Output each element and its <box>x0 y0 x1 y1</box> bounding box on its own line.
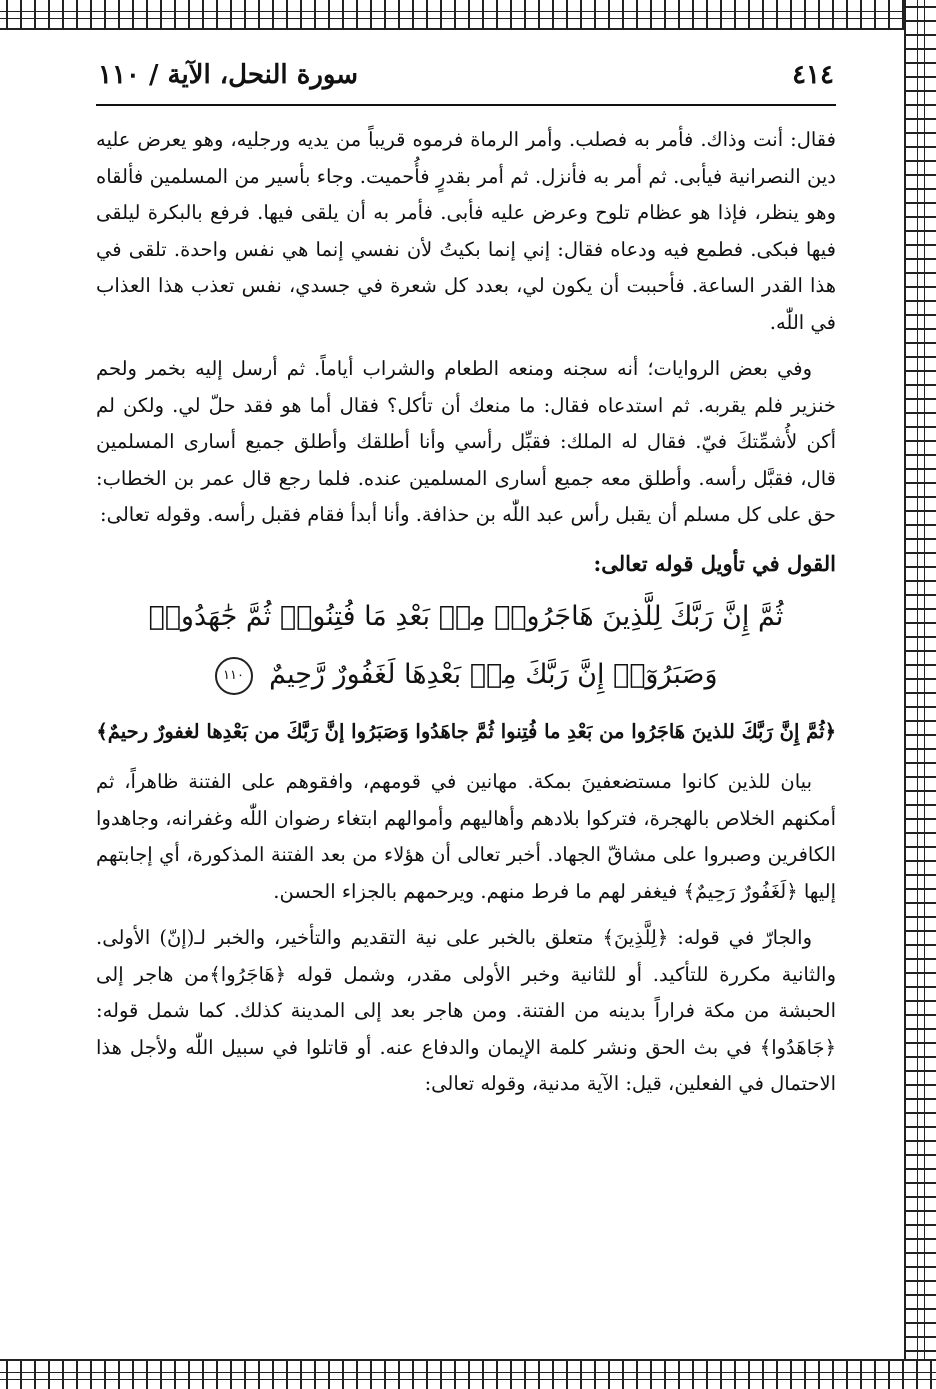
verse-line-2-text: وَصَبَرُوٓا۟ إِنَّ رَبَّكَ مِنۢ بَعْدِهَا لَغَفُورٌ رَّحِيمٌ <box>269 659 718 690</box>
ornamental-border-top <box>0 0 936 30</box>
ornamental-border-right <box>904 0 936 1389</box>
paragraph-4: والجارّ في قوله: ﴿لِلَّذِينَ﴾ متعلق بالخبر على نية التقديم والتأخير، والخبر لـ(إنّ) الأولى. والثانية مكررة للتأكيد. أو للثانية وخبر الأولى مقدر، وشمل قوله ﴿هَاجَرُوا﴾من هاجر إلى الحبشة من مكة فراراً بدينه من الفتنة. ومن هاجر بعد إلى المدينة كذلك. كما شمل قوله: ﴿جَاهَدُوا﴾ في بث الحق ونشر كلمة الإيمان والدفاع عنه. أو قاتلوا في سبيل اللّٰه ولأجل هذا الاحتمال في الفعلين، قيل: الآية مدنية، وقوله تعالى: <box>96 926 836 1095</box>
section-heading: القول في تأويل قوله تعالى: <box>593 550 836 576</box>
verse-line-2 <box>96 646 836 704</box>
quran-verse <box>96 588 836 704</box>
verse-bold-text: ﴿ثُمَّ إِنَّ رَبَّكَ للذينَ هَاجَرُوا من بَعْدِ ما فُتِنوا ثُمَّ جاهَدُوا وَصَبَرُوا إنَّ رَبَّكَ من بَعْدِها لغفورٌ رحيمٌ﴾ <box>96 720 836 743</box>
verse-line-1: ثُمَّ إِنَّ رَبَّكَ لِلَّذِينَ هَاجَرُوا۟ مِنۢ بَعْدِ مَا فُتِنُوا۟ ثُمَّ جَٰهَدُوا۟ <box>148 601 784 632</box>
paragraph-2: وفي بعض الروايات؛ أنه سجنه ومنعه الطعام والشراب أياماً. ثم أرسل إليه بخمر ولحم خنزير فلم يقربه. ثم استدعاه فقال: ما منعك أن تأكل؟ فقال أما هو فقد حلّ لي. ولكن لم أكن لأُشمِّتكَ فيّ. فقال له الملك: فقبِّل رأسي وأنا أطلقك وأطلق جميع أسارى المسلمين قال، فقبَّل رأسه. وأطلق معه جميع أسارى المسلمين عنده. فلما رجع قال عمر بن الخطاب: حق على كل مسلم أن يقبل رأس عبد اللّٰه بن حذافة. وأنا أبدأ فقام فقبل رأسه. وقوله تعالى: <box>96 357 836 526</box>
running-title: سورة النحل، الآية / ١١٠ <box>98 60 359 90</box>
paragraph-3: بيان للذين كانوا مستضعفينَ بمكة. مهانين في قومهم، وافقوهم على الفتنة ظاهراً، ثم أمكنهم الخلاص بالهجرة، فتركوا بلادهم وأهاليهم وأموالهم ابتغاء رضوان اللّٰه وغفرانه، وجاهدوا الكافرين وصبروا على مشاقّ الجهاد. أخبر تعالى أن هؤلاء من بعد الفتنة المذكورة، أي إجابتهم إليها ﴿لَغَفُورٌ رَحِيمٌ﴾ فيغفر لهم ما فرط منهم. ويرحمهم بالجزاء الحسن. <box>96 770 836 903</box>
main-text <box>96 122 836 1103</box>
page-header <box>96 60 836 106</box>
ornamental-border-bottom <box>0 1359 936 1389</box>
page-number: ٤١٤ <box>792 60 834 90</box>
paragraph-1: فقال: أنت وذاك. فأمر به فصلب. وأمر الرماة فرموه قريباً من يديه ورجليه، وهو يعرض عليه دين النصرانية فيأبى. ثم أمر به فأنزل. ثم أمر بقدرٍ فأُحميت. وجاء بأسير من المسلمين فألقاه وهو ينظر، فإذا هو عظام تلوح وعرض عليه فأبى. فأمر به أن يلقى فيها. فرفع بالبكرة ليلقى فيها فبكى. فطمع فيه ودعاه فقال: إني إنما بكيتُ لأن نفسي إنما هي نفس واحدة. تلقى في هذا القدر الساعة. فأحببت أن يكون لي، بعدد كل شعرة في جسدي، نفس تعذب هذا العذاب في اللّٰه. <box>96 128 836 334</box>
ayah-number-icon: ١١٠ <box>215 657 253 695</box>
page-content <box>96 60 836 1329</box>
